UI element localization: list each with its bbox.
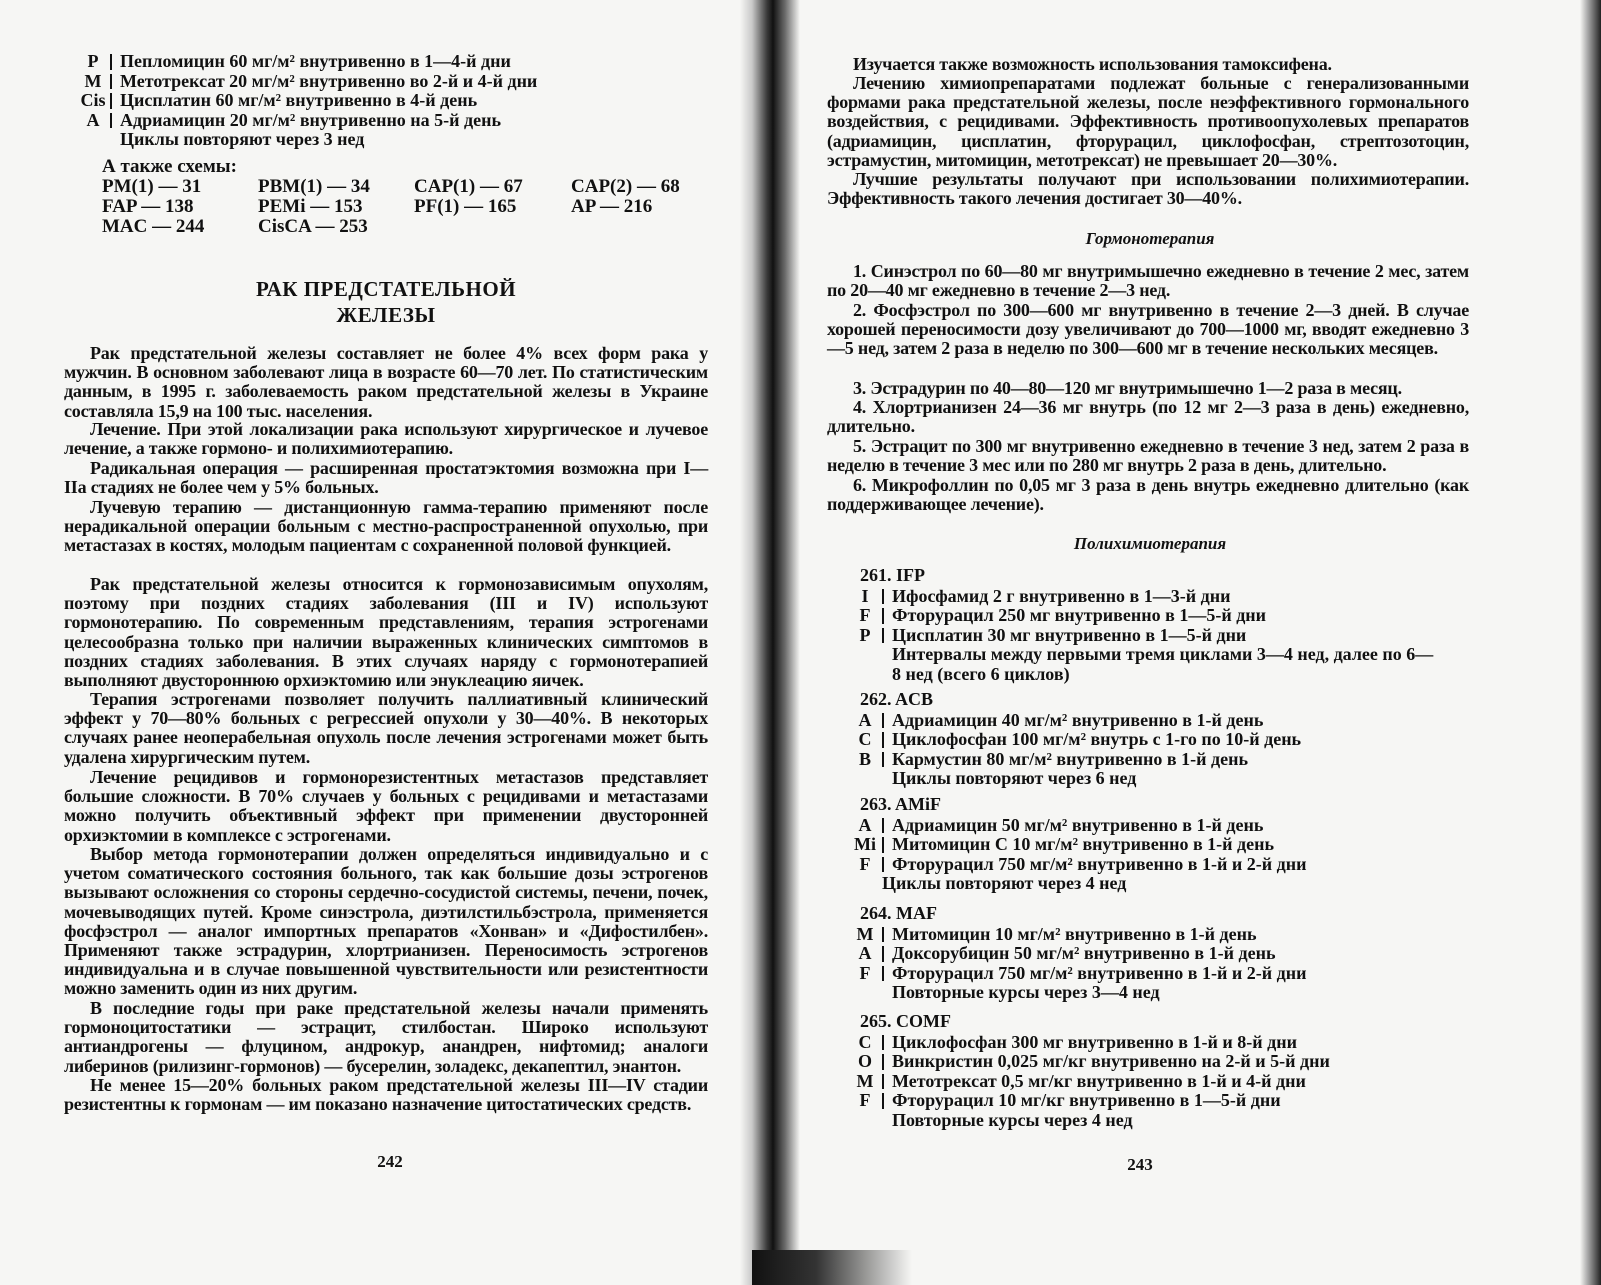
regimen-row [848,587,1488,607]
paragraph-lead: Лечение. [90,419,161,439]
drug-line: Циклофосфан 100 мг/м² внутрь с 1-го по 10-й день [892,729,1302,750]
drug-line: Митомицин 10 мг/м² внутривенно в 1-й день [892,923,1257,944]
regimen-note: Циклы повторяют через 6 нед [892,768,1137,789]
paragraph: Рак предстательной железы относится к гормонозависимым опухолям, поэтому при поздних стадиях заболевания (III и IV) используют гормонотерапию. По современным представлениям, терапия эстрогенами целесообразна только при наличии выраженных клинических симптомов в поздних стадиях заболевания. В этих случаях наряду с гормонотерапией выполняют двустороннюю орхиэктомию или энуклеацию яичек. [64,574,708,691]
paragraph: Лучшие результаты получают при использовании полихимиотерапии. Эффективность такого лечения достигает 30—40%. [827,169,1469,209]
scheme-ref: CisCA — 253 [258,216,368,237]
page-number: 243 [1127,1155,1153,1174]
regimen-row [76,72,716,92]
numbered-item: 3. Эстрадурин по 40—80—120 мг внутримышечно 1—2 раза в месяц. [853,378,1402,398]
numbered-item: 5. Эстрацит по 300 мг внутривенно ежедневно в течение 3 нед, затем 2 раза в неделю в течение 3 мес или по 280 мг внутрь 2 раза в день, длительно. [827,436,1469,476]
subheading-polychemotherapy: Полихимиотерапия [1073,534,1227,553]
drug-abbr: A [858,709,872,730]
scheme-ref: CAP(1) — 67 [414,176,523,197]
drug-line: Пепломицин 60 мг/м² внутривенно в 1—4-й дни [120,51,511,71]
regimen-note: Повторные курсы через 3—4 нед [892,982,1160,1003]
regimen-title: 264. MAF [860,903,937,923]
section-title-line: РАК ПРЕДСТАТЕЛЬНОЙ [255,277,517,301]
scheme-ref: PM(1) — 31 [102,176,202,197]
regimen-row [848,1072,1488,1092]
regimen-263 [848,795,1488,894]
paragraph: Не менее 15—20% больных раком предстательной железы III—IV стадии резистентны к гормонам — им показано назначение цитостатических средств. [64,1075,708,1115]
paragraph: Изучается также возможность использования тамоксифена. [853,54,1332,74]
drug-abbr: Mi [854,834,876,855]
section-title [66,276,706,328]
drug-abbr: A [858,943,872,964]
scheme-ref: MAC — 244 [102,216,205,237]
section-title-line: ЖЕЛЕЗЫ [336,303,436,327]
drug-abbr: B [858,748,871,769]
book-gutter-shadow [740,0,800,1285]
drug-line: Фторурацил 10 мг/кг внутривенно в 1—5-й дни [892,1090,1281,1111]
numbered-item: 1. Синэстрол по 60—80 мг внутримышечно ежедневно в течение 2 мес, затем по 20—40 мг ежедневно в течение 2—3 нед. [827,261,1469,301]
drug-abbr: C [858,1031,872,1052]
drug-abbr: M [84,70,102,91]
paragraph: Рак предстательной железы составляет не более 4% всех форм рака у мужчин. В основном заболевают лица в возрасте 60—70 лет. По статистическим данным, в 1995 г. заболеваемость раком предстательной железы в Украине составляла 15,9 на 100 тыс. населения. [64,343,708,421]
drug-line: Винкристин 0,025 мг/кг внутривенно на 2-й и 5-й дни [892,1051,1330,1072]
regimen-row [848,816,1488,836]
regimen-row [848,750,1488,770]
right-edge-shadow [1580,0,1601,1285]
drug-line: Кармустин 80 мг/м² внутривенно в 1-й день [892,748,1248,769]
regimen-note: Повторные курсы через 4 нед [892,1109,1133,1130]
regimen-title: 263. AMiF [860,794,941,814]
subheading-hormone-therapy: Гормонотерапия [1085,229,1215,248]
regimen-row [76,111,716,131]
paragraph: Лечению химиопрепаратами подлежат больные с генерализованными формами рака предстательной железы, после неэффективного гормонального воздействия, с рецидивами. Эффективность противоопухолевых препаратов (адриамицин, цисплатин, фторурацил, циклофосфан, стрептозотоцин, эстрамустин, митомицин, метотрексат) не превышает 20—30%. [827,73,1469,170]
regimen-pmcisa [76,52,716,150]
regimen-title: 262. ACB [860,689,934,709]
regimen-row [76,52,716,72]
regimen-row [848,1091,1488,1111]
scheme-ref: CAP(2) — 68 [571,176,680,197]
paragraph: Радикальная операция — расширенная простатэктомия возможна при I—IIа стадиях не более чем у 5% больных. [64,458,708,498]
paragraph-text: При этой локализации рака используют хирургическое и лучевое лечение, а также гормоно- и полихимиотерапию. [64,419,708,459]
drug-abbr: Cis [80,90,106,111]
drug-line: Митомицин С 10 мг/м² внутривенно в 1-й день [892,834,1275,855]
drug-line: Цисплатин 60 мг/м² внутривенно в 4-й день [120,90,478,111]
regimen-title: 265. COMF [860,1011,951,1031]
paragraph: Лучевую терапию — дистанционную гамма-терапию применяют после нерадикальной операции больным с местно-распространенной опухолью, при метастазах в костях, молодым пациентам с сохраненной половой функцией. [64,497,708,556]
drug-abbr: C [858,729,872,750]
drug-line: Циклофосфан 300 мг внутривенно в 1-й и 8-й дни [892,1031,1297,1052]
schemes-list [102,157,722,237]
drug-abbr: P [859,624,871,645]
drug-abbr: M [856,923,874,944]
paragraph: Лечение рецидивов и гормонорезистентных метастазов представляет большие сложности. В 70% случаев у больных с рецидивами и метастазами можно получить объективный эффект при применении двусторонней орхиэктомии в комплексе с эстрогенами. [64,767,708,845]
numbered-item: 2. Фосфэстрол по 300—600 мг внутривенно в течение 2—3 дней. В случае хорошей переносимости дозу увеличивают до 700—1000 мг, вводят ежедневно 3—5 нед, затем 2 раза в неделю по 300—600 мг в течение нескольких месяцев. [827,300,1469,359]
regimen-row [848,1052,1488,1072]
paragraph-treatment [64,420,708,458]
drug-abbr: A [858,814,872,835]
regimen-265 [848,1012,1488,1131]
drug-line: Ифосфамид 2 г внутривенно в 1—3-й дни [892,585,1231,606]
drug-line: Адриамицин 50 мг/м² внутривенно в 1-й день [892,814,1264,835]
schemes-header: А также схемы: [102,156,237,177]
drug-abbr: P [87,51,99,71]
regimen-note: 8 нед (всего 6 циклов) [892,663,1070,684]
paragraph: В последние годы при раке предстательной железы начали применять гормоноцитостатики — эстрацит, стилбостан. Широко используют антиандрогены — флуцином, андрокур, анандрен, нифтомид; аналоги либеринов (рилизинг-гормонов) — бусерелин, золадекс, декапептил, энантон. [64,998,708,1076]
paragraph: Выбор метода гормонотерапии должен определяться индивидуально и с учетом соматического состояния больного, так как большие дозы эстрогенов вызывают осложнения со стороны сердечно-сосудистой системы, печени, почек, мочевыводящих путей. Кроме синэстрола, диэтилстильбэстрола, применяется фосфэстрол — аналог импортных препаратов «Хонван» и «Дифостилбен». Применяют также эстрадурин, хлортрианизен. Переносимость эстрогенов индивидуальна и в случае повышенной чувствительности или резистентности можно заменить один из них другим. [64,844,708,999]
drug-abbr: M [856,1070,874,1091]
drug-abbr: I [861,585,869,606]
regimen-row [848,626,1488,646]
regimen-note: Циклы повторяют через 3 нед [120,129,365,150]
regimen-row [848,835,1488,855]
scheme-ref: PBM(1) — 34 [258,176,370,197]
regimen-261 [848,566,1488,685]
regimen-row [848,1033,1488,1053]
regimen-row [848,964,1488,984]
numbered-item: 4. Хлортрианизен 24—36 мг внутрь (по 12 мг 2—3 раза в день) ежедневно, длительно. [827,397,1469,437]
regimen-264 [848,904,1488,1003]
regimen-title: 261. IFP [860,565,925,585]
drug-abbr: F [859,1090,871,1111]
regimen-262 [848,690,1488,789]
drug-line: Фторурацил 750 мг/м² внутривенно в 1-й и 2-й дни [892,962,1307,983]
drug-abbr: F [859,853,871,874]
scheme-ref: PEMi — 153 [258,196,363,217]
drug-abbr: F [859,605,871,626]
drug-line: Цисплатин 30 мг внутривенно в 1—5-й дни [892,624,1247,645]
drug-abbr: O [857,1051,872,1072]
drug-line: Метотрексат 0,5 мг/кг внутривенно в 1-й и 4-й дни [892,1070,1306,1091]
drug-abbr: A [86,109,100,130]
scheme-ref: AP — 216 [571,196,653,217]
regimen-row [848,925,1488,945]
regimen-row [848,855,1488,875]
drug-line: Доксорубицин 50 мг/м² внутривенно в 1-й день [892,943,1276,964]
drug-abbr: F [859,962,871,983]
scheme-ref: FAP — 138 [102,196,194,217]
regimen-row [76,91,716,111]
drug-line: Адриамицин 20 мг/м² внутривенно на 5-й день [120,109,502,130]
regimen-row [848,711,1488,731]
page-number: 242 [377,1152,403,1171]
regimen-note: Циклы повторяют через 4 нед [882,873,1127,894]
paragraph: Терапия эстрогенами позволяет получить паллиативный клинический эффект у 70—80% больных с регрессией опухоли у 30—40%. В некоторых случаях ранее неоперабельная опухоль после лечения эстрогенами может быть удалена хирургическим путем. [64,689,708,767]
scheme-ref: PF(1) — 165 [414,196,517,217]
regimen-note: Интервалы между первыми тремя циклами 3—4 нед, далее по 6— [892,644,1434,665]
drug-line: Адриамицин 40 мг/м² внутривенно в 1-й день [892,709,1264,730]
drug-line: Фторурацил 750 мг/м² внутривенно в 1-й и 2-й дни [892,853,1307,874]
drug-line: Фторурацил 250 мг внутривенно в 1—5-й дни [892,605,1267,626]
regimen-row [848,730,1488,750]
gutter-bottom-shadow [752,1250,912,1285]
numbered-item: 6. Микрофоллин по 0,05 мг 3 раза в день внутрь ежедневно длительно (как поддерживающее лечение). [827,475,1469,515]
regimen-row [848,944,1488,964]
regimen-row [848,606,1488,626]
drug-line: Метотрексат 20 мг/м² внутривенно во 2-й и 4-й дни [120,70,538,91]
